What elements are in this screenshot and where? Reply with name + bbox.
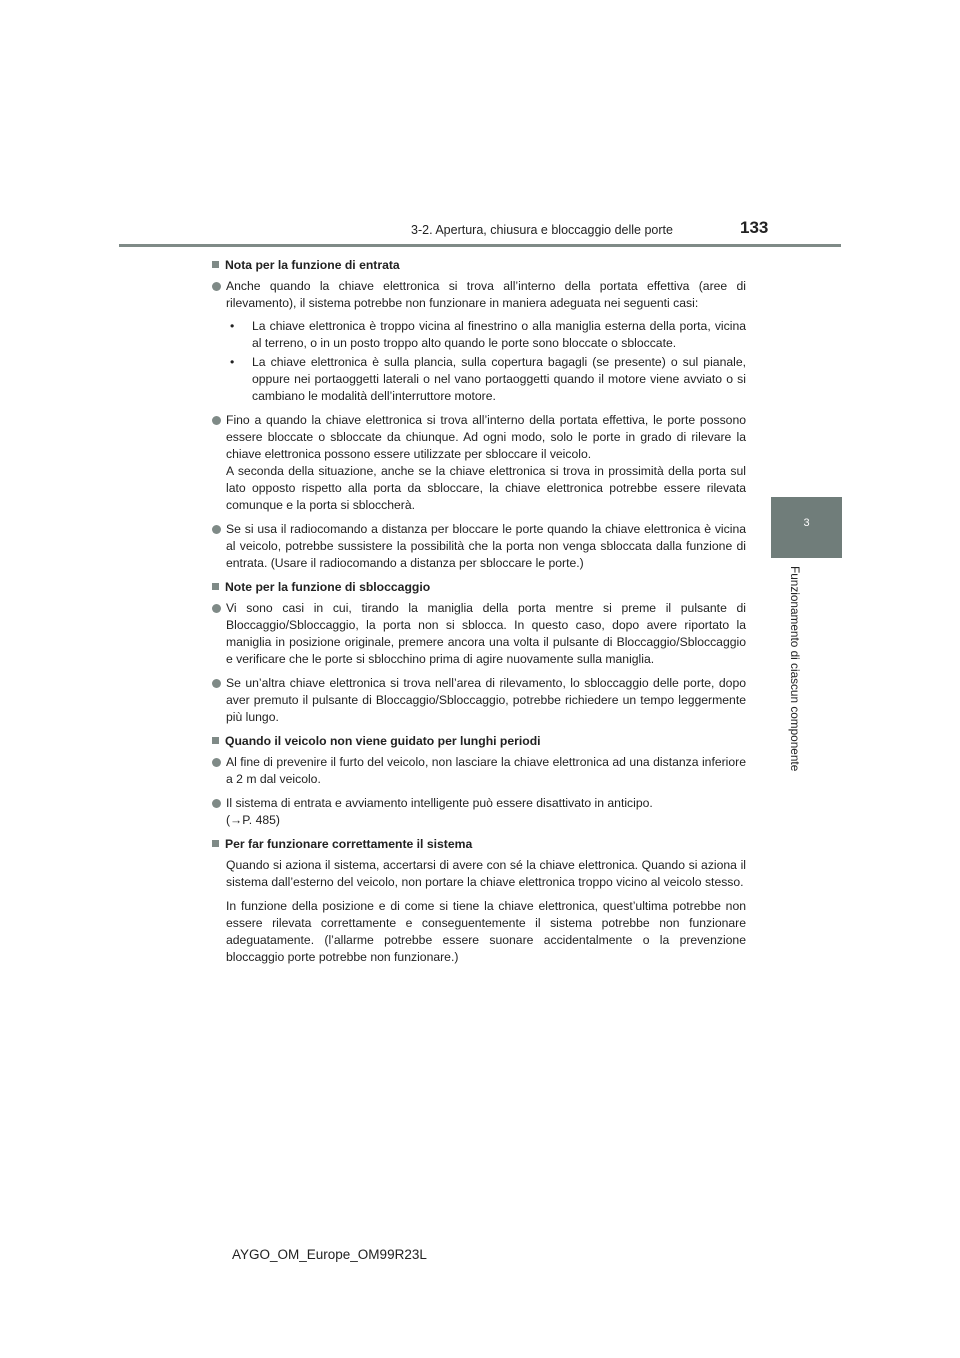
circle-bullet-icon — [212, 416, 221, 425]
list-item — [212, 600, 746, 668]
section — [212, 257, 746, 572]
section — [212, 579, 746, 726]
square-bullet-icon — [212, 583, 219, 590]
header-divider — [119, 244, 841, 247]
sub-item — [228, 354, 746, 405]
section — [212, 836, 746, 966]
section-title: Quando il veicolo non viene guidato per lunghi periodi — [225, 734, 541, 748]
circle-bullet-icon — [212, 679, 221, 688]
sub-item-text: La chiave elettronica è sulla plancia, sulla copertura bagagli (se presente) o sul pianale, oppure nei portaoggetti laterali o nel vano portaoggetti quando il motore viene avviato o si cambiano le modalità dell’interruttore motore. — [252, 355, 746, 403]
page-number: 133 — [740, 218, 769, 237]
paragraph: In funzione della posizione e di come si tiene la chiave elettronica, quest’ultima potrebbe non essere rilevata correttamente e conseguentemente il sistema potrebbe non funzionare adeguatamente. (l’allarme potrebbe essere suonare accidentalmente o la prevenzione bloccaggio porte potrebbe non funzionare.) — [226, 899, 746, 964]
list-item — [212, 412, 746, 514]
item-text-continued: A seconda della situazione, anche se la chiave elettronica si trova in prossimità della porta sul lato opposto rispetto alla porta da sbloccare, la chiave elettronica potrebbe essere rilevata comunque e la porta si sbloccherà. — [226, 464, 746, 512]
item-text: Il sistema di entrata e avviamento intelligente può essere disattivato in anticipo. — [226, 796, 653, 810]
section-heading — [212, 579, 746, 596]
list-item — [212, 278, 746, 405]
chapter-tab — [771, 497, 842, 558]
section-title: Per far funzionare correttamente il sistema — [225, 837, 473, 851]
paragraph: Quando si aziona il sistema, accertarsi di avere con sé la chiave elettronica. Quando si aziona il sistema dall’esterno del veicolo, non portare la chiave elettronica troppo vicino al veicolo stesso. — [226, 858, 746, 889]
square-bullet-icon — [212, 261, 219, 268]
list-item — [212, 795, 746, 829]
header-section-title: 3-2. Apertura, chiusura e bloccaggio delle porte — [411, 223, 673, 237]
circle-bullet-icon — [212, 799, 221, 808]
circle-bullet-icon — [212, 604, 221, 613]
square-bullet-icon — [212, 840, 219, 847]
item-text: Anche quando la chiave elettronica si trova all’interno della portata effettiva (aree di rilevamento), il sistema potrebbe non funzionare in maniera adeguata nei seguenti casi: — [226, 279, 746, 310]
section-heading — [212, 733, 746, 750]
footer-doc-code: AYGO_OM_Europe_OM99R23L — [232, 1247, 427, 1262]
sub-item-text: La chiave elettronica è troppo vicina al finestrino o alla maniglia esterna della porta, vicina al terreno, o in un posto troppo alto quando le porte sono bloccate o sbloccate. — [252, 319, 746, 350]
section-heading — [212, 836, 746, 853]
circle-bullet-icon — [212, 758, 221, 767]
circle-bullet-icon — [212, 525, 221, 534]
dot-marker: • — [230, 355, 235, 369]
item-text: Fino a quando la chiave elettronica si trova all’interno della portata effettiva, le porte possono essere bloccate o sbloccate da chiunque. Ad ogni modo, solo le porte in grado di rilevare la chiave elettronica possono essere utilizzate per sbloccare il veicolo. — [226, 413, 746, 461]
square-bullet-icon — [212, 737, 219, 744]
list-item — [212, 675, 746, 726]
section — [212, 733, 746, 829]
sub-item — [228, 318, 746, 352]
page-reference: (→P. 485) — [226, 813, 280, 827]
chapter-title: Funzionamento di ciascun componente — [788, 566, 802, 772]
page-content — [212, 257, 746, 973]
list-item — [212, 754, 746, 788]
circle-bullet-icon — [212, 282, 221, 291]
dot-marker: • — [230, 319, 235, 333]
item-text: Se un’altra chiave elettronica si trova nell’area di rilevamento, lo sbloccaggio delle porte, dopo aver premuto il pulsante di Bloccaggio/Sbloccaggio, potrebbe richiedere un tempo leggermente più lungo. — [226, 676, 746, 724]
section-title: Nota per la funzione di entrata — [225, 258, 400, 272]
item-text: Se si usa il radiocomando a distanza per bloccare le porte quando la chiave elettronica è vicina al veicolo, potrebbe sussistere la possibilità che la porta non venga sbloccata dalla funzione di entrata. (Usare il radiocomando a distanza per sbloccare le porte.) — [226, 522, 746, 570]
item-text: Al fine di prevenire il furto del veicolo, non lasciare la chiave elettronica ad una distanza inferiore a 2 m dal veicolo. — [226, 755, 746, 786]
chapter-number: 3 — [803, 517, 810, 529]
section-heading — [212, 257, 746, 274]
item-text: Vi sono casi in cui, tirando la maniglia della porta mentre si preme il pulsante di Bloccaggio/Sbloccaggio, la porta non si sblocca. In questo caso, dopo avere riportato la maniglia in posizione originale, premere ancora una volta il pulsante di Bloccaggio/Sbloccaggio e verificare che le porte si sblocchino prima di agire nuovamente sulla maniglia. — [226, 601, 746, 666]
list-item — [212, 521, 746, 572]
section-title: Note per la funzione di sbloccaggio — [225, 580, 431, 594]
